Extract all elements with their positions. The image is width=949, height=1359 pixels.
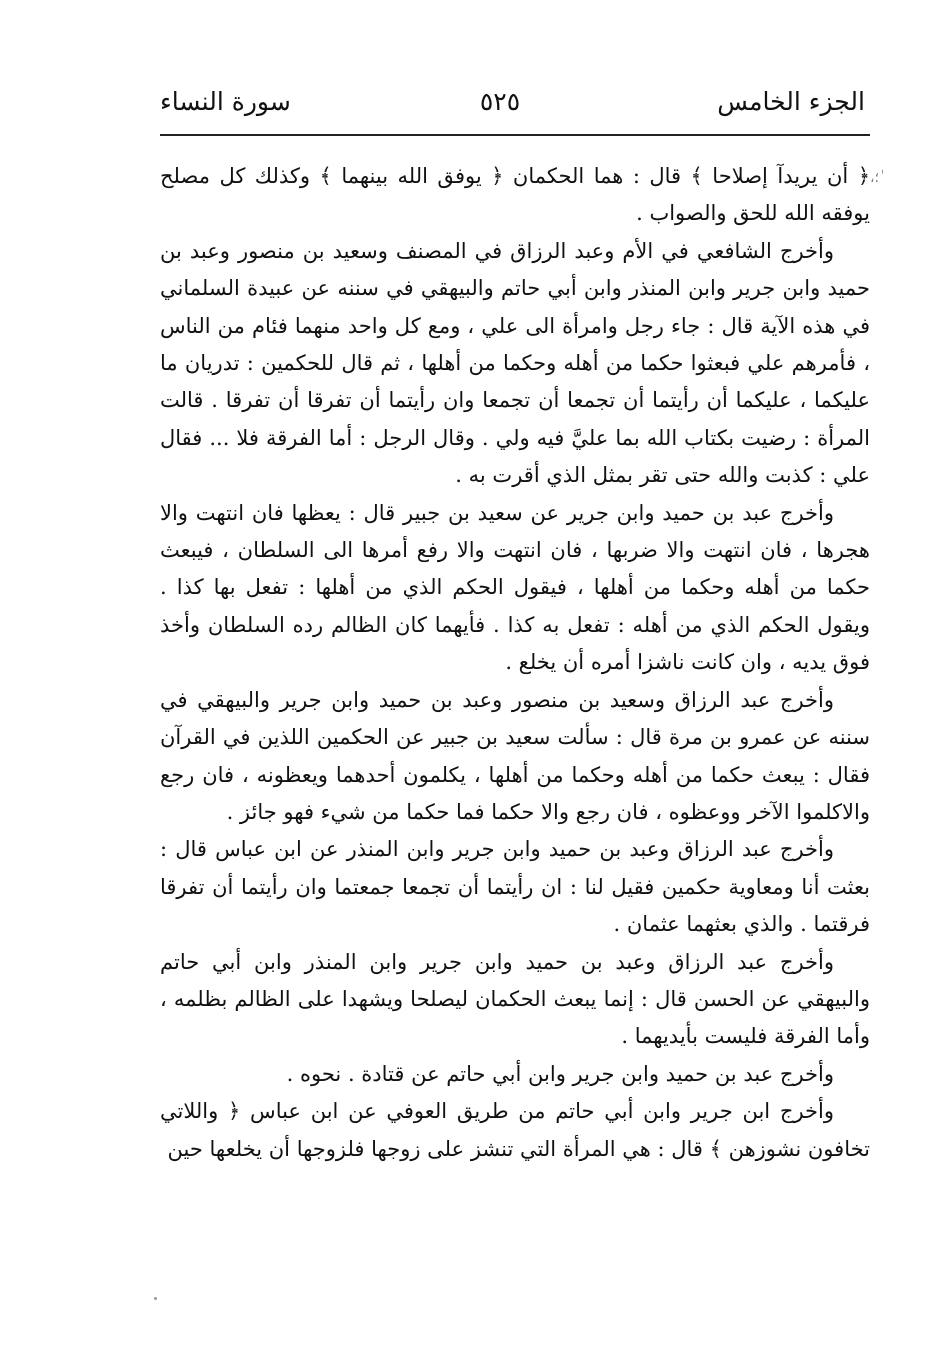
paragraph: وأخرج الشافعي في الأم وعبد الرزاق في المصنف وسعيد بن منصور وعبد بن حميد وابن جرير وابن المنذر وابن أبي حاتم والبيهقي في سننه عن عبيدة السلماني في هذه الآية قال : جاء رجل وامرأة الى علي ، ومع كل واحد منهما فئام من الناس ، فأمرهم علي فبعثوا حكما من أهله وحكما من أهلها ، ثم قال للحكمين : تدريان ما عليكما ، عليكما أن رأيتما أن تجمعا أن تجمعا وان رأيتما أن تفرقا أن تفرقا . قالت المرأة : رضيت بكتاب الله بما عليَّ فيه ولي . وقال الرجل : أما الفرقة فلا ... فقال علي : كذبت والله حتى تقر بمثل الذي أقرت به . xyxy=(160,238,870,488)
paragraph: وأخرج عبد الرزاق وعبد بن حميد وابن جرير وابن المنذر وابن أبي حاتم والبيهقي عن الحسن قال : إنما يبعث الحكمان ليصلحا ويشهدا على الظالم بظلمه ، وأما الفرقة فليست بأيديهما . xyxy=(160,949,870,1049)
paragraph: وأخرج عبد الرزاق وسعيد بن منصور وعبد بن حميد وابن جرير والبيهقي في سننه عن عمرو بن مرة قال : سألت سعيد بن جبير عن الحكمين اللذين في القرآن فقال : يبعث حكما من أهله وحكما من أهلها ، يكلمون أحدهما ويعظونه ، فان رجع والاكلموا الآخر ووعظوه ، فان رجع والا حكما فما حكما من شيء فهو جائز . xyxy=(160,687,870,824)
running-header-surah: سورة النساء xyxy=(160,87,291,116)
paragraph: ﴿ أن يريدآ إصلاحا ﴾ قال : هما الحكمان ﴿ يوفق الله بينهما ﴾ وكذلك كل مصلح يوفقه الله للحق والصواب . xyxy=(160,164,870,226)
margin-note: ،؛ ٰ xyxy=(870,170,884,186)
paragraph: وأخرج عبد بن حميد وابن جرير عن سعيد بن جبير قال : يعظها فان انتهت والا هجرها ، فان انتهت والا ضربها ، فان انتهت والا رفع أمرها الى السلطان ، فيبعث حكما من أهله وحكما من أهلها ، فيقول الحكم الذي من أهلها : تفعل بها كذا . ويقول الحكم الذي من أهله : تفعل به كذا . فأيهما كان الظالم رده السلطان وأخذ فوق يديه ، وان كانت ناشزا أمره أن يخلع . xyxy=(160,500,870,675)
scan-speck xyxy=(154,1297,157,1300)
paragraph: وأخرج عبد بن حميد وابن جرير وابن أبي حاتم عن قتادة . نحوه . xyxy=(286,1061,834,1086)
body-text xyxy=(160,158,870,1168)
paragraph: وأخرج ابن جرير وابن أبي حاتم من طريق العوفي عن ابن عباس ﴿ واللاتي تخافون نشوزهن ﴾ قال : هي المرأة التي تنشز على زوجها فلزوجها أن يخلعها حين xyxy=(160,1099,870,1161)
running-header-part: الجزء الخامس xyxy=(717,87,865,116)
paragraph: وأخرج عبد الرزاق وعبد بن حميد وابن جرير وابن المنذر عن ابن عباس قال : بعثت أنا ومعاوية حكمين فقيل لنا : ان رأيتما أن تجمعا جمعتما وان رأيتما أن تفرقا فرقتما . والذي بعثهما عثمان . xyxy=(160,837,870,937)
header-rule xyxy=(160,134,870,136)
page-number: ٥٢٥ xyxy=(479,87,521,116)
